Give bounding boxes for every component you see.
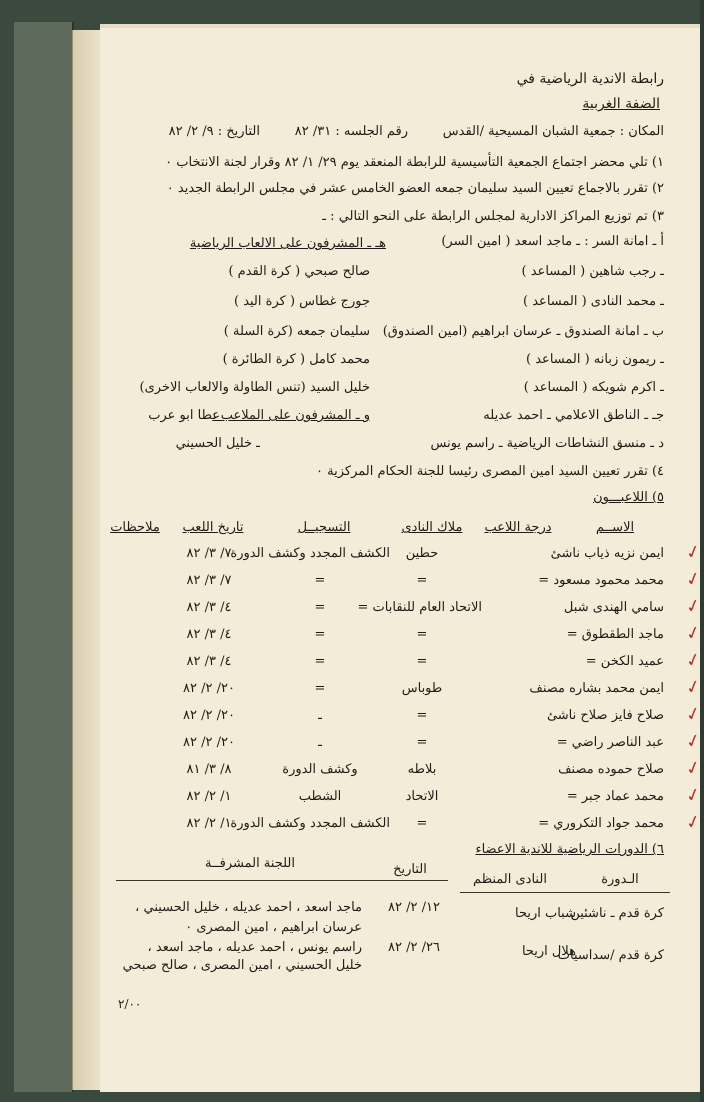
sports-supervisors-title-text: هـ ـ المشرفون على الالعاب الرياضية: [189, 236, 386, 251]
tourn-col-date: التاريخ: [393, 862, 427, 877]
tourn-header-rule-left: [116, 880, 448, 881]
tourn-2-committee-line1: راسم يونس ، احمد عديله ، ماجد اسعد ،: [147, 940, 362, 955]
players-col-name: الاســم: [595, 520, 635, 535]
player-date: ١/ ٢/ ٨٢: [186, 816, 232, 831]
tourn-1-committee-line1: ماجد اسعد ، احمد عديله ، خليل الحسيني ،: [135, 900, 362, 915]
meeting-session: رقم الجلسه : ٣١/ ٨٢: [294, 124, 408, 139]
admin-secretary: أ ـ امانة السر : ـ ماجد اسعد ( امين السر): [441, 234, 664, 249]
field-supervisor-1: عطا ابو عرب: [148, 408, 220, 423]
player-registration: الشطب: [298, 789, 342, 804]
check-mark-icon: ✓: [683, 810, 704, 835]
tourn-col-club: النادى المنظم: [473, 872, 547, 887]
admin-treasurer-assistant-1: ـ ريمون زبانه ( المساعد ): [526, 352, 664, 367]
page-top-edge: [100, 24, 700, 28]
player-name: عبد الناصر راضي =: [556, 735, 664, 750]
sports-supervisor-handball: جورج غطاس ( كرة اليد ): [233, 294, 370, 309]
player-name: صلاح حموده مصنف: [558, 762, 664, 777]
check-mark-icon: ✓: [683, 621, 704, 646]
player-registration: =: [314, 681, 326, 696]
tourn-2-date: ٢٦/ ٢/ ٨٢: [388, 940, 440, 955]
document-page: [100, 24, 704, 1092]
tourn-2-type: كرة قدم /سداسيات: [557, 948, 664, 963]
sports-supervisor-tabletennis: خليل السيد (تنس الطاولة والالعاب الاخرى): [139, 380, 370, 395]
player-date: ٧/ ٣/ ٨٢: [186, 546, 232, 561]
player-date: ١/ ٢/ ٨٢: [186, 789, 232, 804]
admin-secretary-assistant-2: ـ محمد النادى ( المساعد ): [523, 294, 664, 309]
player-date: ٢٠/ ٢/ ٨٢: [183, 735, 235, 750]
player-date: ٨/ ٣/ ٨١: [186, 762, 232, 777]
admin-secretary-assistant-1: ـ رجب شاهين ( المساعد ): [521, 264, 664, 279]
player-date: ٢٠/ ٢/ ٨٢: [183, 681, 235, 696]
tourn-1-club: شباب اريحا: [514, 906, 576, 921]
meeting-place: المكان : جمعية الشبان المسيحية /القدس: [442, 124, 664, 139]
tourn-col-committee: اللجنة المشرفــة: [205, 856, 295, 871]
player-name: سامي الهندى شبل: [563, 600, 664, 615]
players-col-club: ملاك النادى: [401, 520, 463, 535]
check-mark-icon: ✓: [683, 540, 704, 565]
item-5-players-title: ٥) اللاعبـــون: [593, 490, 664, 505]
players-col-date: تاريخ اللعب: [182, 520, 244, 535]
player-registration: =: [314, 600, 326, 615]
player-name: محمد محمود مسعود =: [538, 573, 664, 588]
admin-coordinator: د ـ منسق النشاطات الرياضية ـ راسم يونس: [430, 436, 664, 451]
player-club: =: [416, 708, 428, 723]
book-spine: [14, 22, 74, 1092]
player-club: الاتحاد: [405, 789, 439, 804]
player-club: =: [416, 573, 428, 588]
player-registration: ـ: [318, 708, 322, 723]
tourn-1-committee-line2: عرسان ابراهيم ، امين المصرى ٠: [185, 920, 362, 935]
player-name: عميد الكخن =: [585, 654, 664, 669]
player-registration: الكشف المجدد وكشف الدورة: [230, 546, 390, 561]
check-mark-icon: ✓: [683, 594, 704, 619]
org-line2: الضفة الغربية: [582, 96, 660, 112]
org-line1: رابطة الاندية الرياضية في: [516, 71, 664, 87]
check-mark-icon: ✓: [683, 648, 704, 673]
check-mark-icon: ✓: [683, 729, 704, 754]
item-1: ١) تلي محضر اجتماع الجمعية التأسيسية للرابطة المنعقد يوم ٢٩/ ١/ ٨٢ وقرار لجنة الانتخاب ٠: [165, 155, 664, 170]
tourn-col-type: الـدورة: [601, 872, 639, 887]
player-registration: وكشف الدورة: [282, 762, 358, 777]
tourn-1-type: كرة قدم ـ ناشئين: [570, 906, 664, 921]
player-date: ٤/ ٣/ ٨٢: [186, 627, 232, 642]
page-stack-edge: [72, 30, 103, 1090]
player-name: صلاح فايز صلاح ناشئ: [546, 708, 664, 723]
player-registration: =: [314, 627, 326, 642]
item-2: ٢) تقرر بالاجماع تعيين السيد سليمان جمعه العضو الخامس عشر في مجلس الرابطة الجديد ٠: [166, 181, 664, 196]
tourn-2-committee-line2: خليل الحسيني ، امين المصرى ، صالح صبحي: [122, 958, 362, 973]
tourn-header-rule-right: [460, 892, 670, 893]
player-name: ايمن محمد بشاره مصنف: [529, 681, 664, 696]
sports-supervisor-football: صالح صبحي ( كرة القدم ): [228, 264, 370, 279]
player-club: طوباس: [401, 681, 443, 696]
player-club: =: [416, 654, 428, 669]
player-date: ٢٠/ ٢/ ٨٢: [183, 708, 235, 723]
admin-treasurer: ب ـ امانة الصندوق ـ عرسان ابراهيم (امين الصندوق): [382, 324, 664, 339]
tourn-1-date: ١٢/ ٢/ ٨٢: [388, 900, 440, 915]
player-date: ٤/ ٣/ ٨٢: [186, 600, 232, 615]
player-name: ماجد الطقطوق =: [566, 627, 664, 642]
player-club: بلاطه: [407, 762, 437, 777]
player-club: الاتحاد العام للنقابات =: [357, 600, 482, 615]
field-supervisors-title: و ـ المشرفون على الملاعب :: [212, 408, 370, 423]
player-club: =: [416, 627, 428, 642]
tourn-2-club: هلال اريحا: [521, 944, 576, 959]
player-name: محمد جواد التكروري =: [538, 816, 664, 831]
check-mark-icon: ✓: [683, 783, 704, 808]
page-footer-number: ٢/٠٠: [118, 997, 142, 1011]
check-mark-icon: ✓: [683, 567, 704, 592]
player-date: ٧/ ٣/ ٨٢: [186, 573, 232, 588]
admin-treasurer-assistant-2: ـ اكرم شويكه ( المساعد ): [523, 380, 664, 395]
check-mark-icon: ✓: [683, 702, 704, 727]
meeting-date: التاريخ : ٩/ ٢/ ٨٢: [168, 124, 260, 139]
player-club: حطين: [405, 546, 439, 561]
item-3: ٣) تم توزيع المراكز الادارية لمجلس الرابطة على النحو التالي : ـ: [322, 209, 664, 224]
check-mark-icon: ✓: [683, 675, 704, 700]
item-6-tournaments-title: ٦) الدورات الرياضية للاندية الاعضاء: [475, 842, 664, 857]
sports-supervisors-title: [190, 236, 386, 252]
player-registration: =: [314, 573, 326, 588]
sports-supervisor-basketball: سليمان جمعه (كرة السلة ): [223, 324, 370, 339]
players-col-notes: ملاحظات: [110, 520, 160, 535]
player-registration: =: [314, 654, 326, 669]
player-date: ٤/ ٣/ ٨٢: [186, 654, 232, 669]
player-name: محمد عماد جبر =: [566, 789, 664, 804]
player-club: =: [416, 816, 428, 831]
player-name: ايمن نزيه ذياب ناشئ: [550, 546, 664, 561]
admin-spokesman: جـ ـ الناطق الاعلامي ـ احمد عديله: [483, 408, 664, 423]
sports-supervisor-volleyball: محمد كامل ( كرة الطائرة ): [222, 352, 370, 367]
player-registration: ـ: [318, 735, 322, 750]
players-col-grade: درجة اللاعب: [484, 520, 552, 535]
player-registration: الكشف المجدد وكشف الدورة: [230, 816, 390, 831]
item-4: ٤) تقرر تعيين السيد امين المصرى رئيسا للجنة الحكام المركزية ٠: [316, 464, 664, 479]
player-club: =: [416, 735, 428, 750]
players-col-registration: التسجيــل: [297, 520, 351, 535]
check-mark-icon: ✓: [683, 756, 704, 781]
field-supervisor-2: ـ خليل الحسيني: [175, 436, 260, 451]
